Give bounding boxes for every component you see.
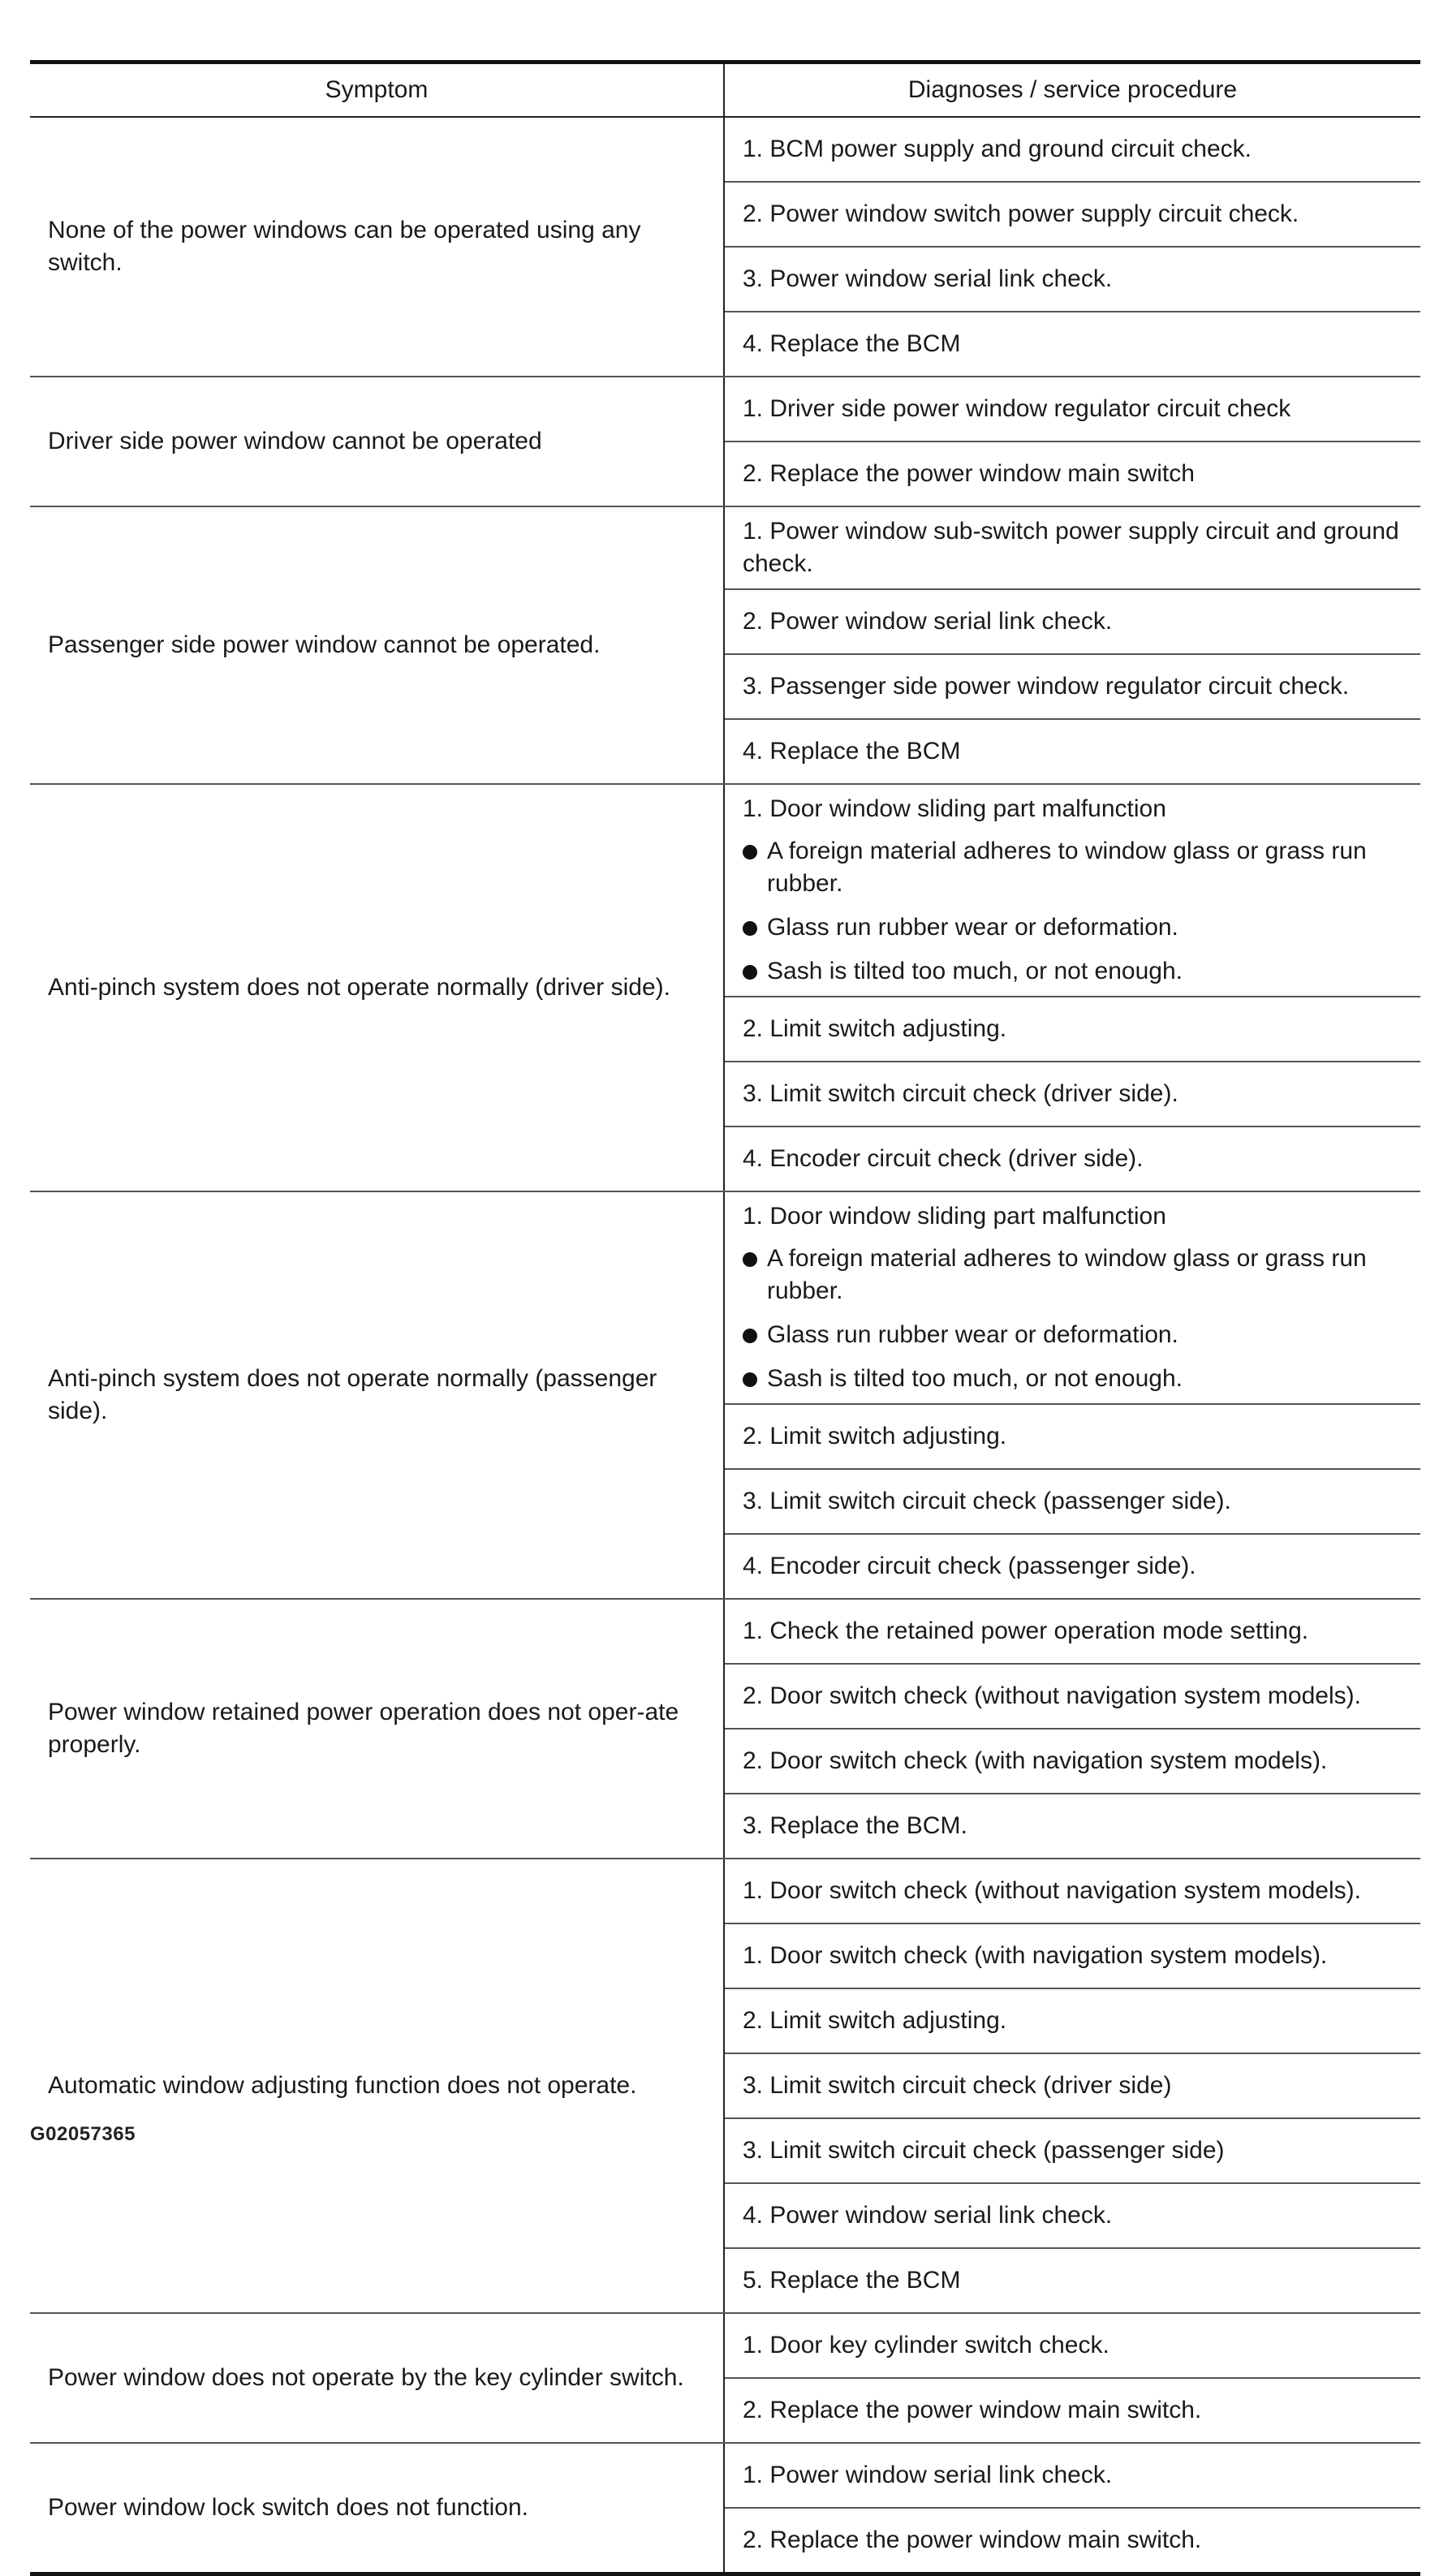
procedure-step-text: 2. Replace the power window main switch. [743,2397,1202,2423]
procedure-cell [724,2313,1420,2378]
symptom-cell: Automatic window adjusting function does not operate. [30,1859,724,2313]
symptom-cell: Anti-pinch system does not operate normally (passenger side). [30,1191,724,1599]
cause-bullet-item [743,1243,1411,1307]
procedure-cell [724,719,1420,784]
bullet-dot-icon [743,921,757,936]
procedure-cell [724,1664,1420,1729]
cause-bullet-text: Sash is tilted too much, or not enough. [767,958,1183,984]
procedure-cell [724,1062,1420,1126]
procedure-step-text: 4. Power window serial link check. [743,2202,1113,2229]
cause-bullet-item [743,911,1411,944]
procedure-cell [724,784,1420,997]
cause-bullet-text: Glass run rubber wear or deformation. [767,1321,1178,1348]
symptom-cell: Driver side power window cannot be operated [30,377,724,506]
procedure-cell [724,247,1420,312]
cause-bullet-text: Glass run rubber wear or deformation. [767,914,1178,941]
cause-bullet-text: A foreign material adheres to window glass or grass run rubber. [767,1245,1367,1304]
procedure-cell [724,654,1420,719]
table-row [30,784,1420,997]
cause-bullet-text: Sash is tilted too much, or not enough. [767,1365,1183,1392]
table-row [30,117,1420,182]
procedure-cell [724,1469,1420,1534]
procedure-cell [724,589,1420,654]
bullet-dot-icon [743,1372,757,1387]
procedure-cell [724,1794,1420,1859]
procedure-step-text: 1. BCM power supply and ground circuit check. [743,136,1252,162]
table-body [30,117,1420,2574]
procedure-step-text: 4. Replace the BCM [743,738,961,765]
procedure-step-text: 3. Power window serial link check. [743,265,1113,292]
bullet-dot-icon [743,845,757,859]
procedure-step-text: 2. Limit switch adjusting. [743,1015,1007,1042]
table-row [30,377,1420,442]
table-header-row [30,62,1420,118]
procedure-step-text: 2. Door switch check (with navigation system models). [743,1747,1328,1774]
procedure-step-text: 2. Replace the power window main switch [743,460,1195,487]
procedure-step-text: 1. Door window sliding part malfunction [743,795,1166,822]
procedure-cell [724,506,1420,589]
bullet-dot-icon [743,1252,757,1267]
table-row [30,2313,1420,2378]
cause-bullet-item [743,1363,1411,1395]
diagnosis-table [30,60,1420,2576]
procedure-step-text: 4. Encoder circuit check (driver side). [743,1145,1144,1172]
procedure-step-text: 1. Door key cylinder switch check. [743,2332,1109,2358]
procedure-step-text: 1. Power window sub-switch power supply circuit and ground check. [743,518,1399,577]
procedure-step-text: 1. Door switch check (with navigation system models). [743,1942,1328,1969]
procedure-cell [724,1599,1420,1664]
procedure-step-text: 1. Door window sliding part malfunction [743,1203,1166,1230]
table-row [30,2443,1420,2508]
procedure-step-text: 3. Limit switch circuit check (driver side) [743,2072,1172,2099]
procedure-cell [724,1729,1420,1794]
symptom-cell: Passenger side power window cannot be operated. [30,506,724,784]
procedure-step-text: 3. Passenger side power window regulator circuit check. [743,673,1350,700]
procedure-cell [724,117,1420,182]
procedure-step-text: 1. Power window serial link check. [743,2462,1113,2488]
procedure-cell [724,1534,1420,1599]
procedure-step-text: 2. Power window serial link check. [743,608,1113,635]
procedure-step-text: 2. Limit switch adjusting. [743,1423,1007,1450]
procedure-step-text: 1. Door switch check (without navigation system models). [743,1877,1361,1904]
procedure-cell [724,1859,1420,1923]
table-row [30,1191,1420,1404]
procedure-step-text: 1. Check the retained power operation mode setting. [743,1618,1309,1644]
procedure-cell [724,1191,1420,1404]
procedure-cell [724,2378,1420,2443]
procedure-step-text: 3. Replace the BCM. [743,1812,967,1839]
procedure-cell [724,312,1420,377]
procedure-step-text: 3. Limit switch circuit check (passenger side) [743,2137,1225,2164]
procedure-cell [724,377,1420,442]
procedure-cell [724,2183,1420,2248]
figure-id: G02057365 [30,2123,136,2145]
procedure-cell [724,997,1420,1062]
symptom-cell: Power window retained power operation does not oper-ate properly. [30,1599,724,1859]
procedure-cell [724,442,1420,506]
procedure-step-text: 2. Replace the power window main switch. [743,2526,1202,2553]
cause-bullet-item [743,1319,1411,1351]
procedure-step-text: 2. Door switch check (without navigation system models). [743,1682,1361,1709]
cause-bullet-list [743,835,1411,988]
procedure-cell [724,2118,1420,2183]
table-row [30,506,1420,589]
symptom-cell: Power window does not operate by the key cylinder switch. [30,2313,724,2443]
symptom-cell: Anti-pinch system does not operate normally (driver side). [30,784,724,1191]
cause-bullet-item [743,835,1411,900]
procedure-cell [724,1923,1420,1988]
cause-bullet-item [743,955,1411,988]
procedure-step-text: 2. Limit switch adjusting. [743,2007,1007,2034]
symptom-cell: None of the power windows can be operated using any switch. [30,117,724,377]
cause-bullet-list [743,1243,1411,1395]
procedure-column-header: Diagnoses / service procedure [724,62,1420,118]
procedure-step-text: 1. Driver side power window regulator circuit check [743,395,1291,422]
bullet-dot-icon [743,1329,757,1343]
symptom-cell: Power window lock switch does not function. [30,2443,724,2574]
procedure-cell [724,2443,1420,2508]
procedure-cell [724,2248,1420,2313]
table-row [30,1599,1420,1664]
procedure-step-text: 3. Limit switch circuit check (driver side). [743,1080,1178,1107]
procedure-cell [724,2508,1420,2574]
procedure-cell [724,2053,1420,2118]
procedure-cell [724,1126,1420,1191]
procedure-step-text: 4. Replace the BCM [743,330,961,357]
bullet-dot-icon [743,965,757,980]
procedure-step-text: 2. Power window switch power supply circuit check. [743,200,1299,227]
cause-bullet-text: A foreign material adheres to window glass or grass run rubber. [767,838,1367,897]
procedure-cell [724,1404,1420,1469]
symptom-column-header: Symptom [30,62,724,118]
table-row [30,1859,1420,1923]
procedure-cell [724,182,1420,247]
procedure-step-text: 5. Replace the BCM [743,2267,961,2294]
procedure-step-text: 4. Encoder circuit check (passenger side). [743,1553,1196,1579]
procedure-cell [724,1988,1420,2053]
procedure-step-text: 3. Limit switch circuit check (passenger side). [743,1488,1231,1514]
